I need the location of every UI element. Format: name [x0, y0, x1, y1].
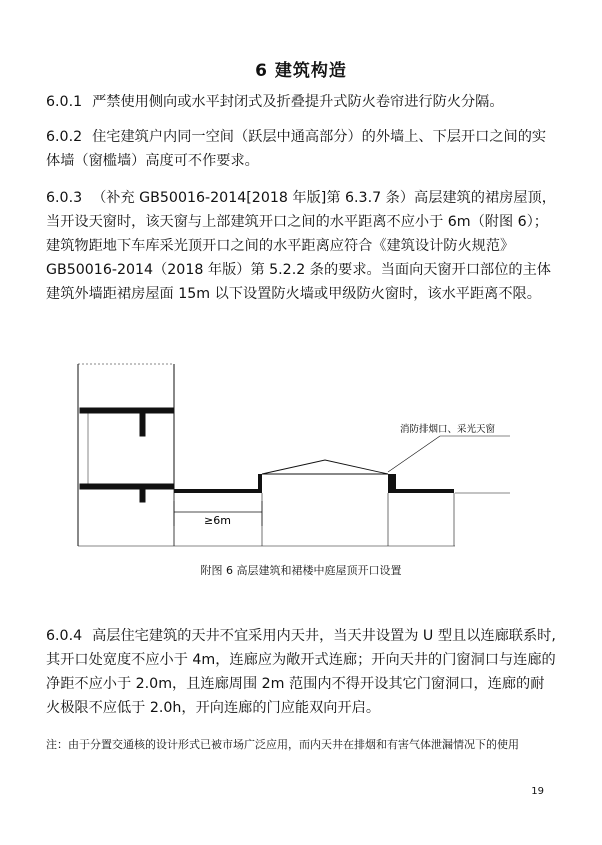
- section-text: 严禁使用侧向或水平封闭式及折叠提升式防火卷帘进行防火分隔。: [92, 94, 504, 110]
- section-number: 6.0.3: [46, 190, 83, 206]
- skylight-annotation: 消防排烟口、采光天窗: [400, 424, 496, 435]
- section-6-0-3: [46, 186, 558, 306]
- dimension-label: ≥6m: [204, 514, 231, 527]
- section-diagram: [70, 356, 540, 556]
- page-number: 19: [531, 786, 544, 797]
- section-text: 高层住宅建筑的天井不宜采用内天井，当天井设置为 U 型且以连廊联系时,其开口处宽度不应小于 4m，连廊应为敞开式连廊；开向天井的门窗洞口与连廊的净距不应小于 2.0m，且连廊周围 2m 范围内不得开设其它门窗洞口，连廊的耐火极限不应低于 2.0h，开向连廊的门应能双向开启。: [46, 628, 556, 716]
- section-text: 住宅建筑户内同一空间（跃层中通高部分）的外墙上、下层开口之间的实体墙（窗槛墙）高度可不作要求。: [46, 129, 547, 169]
- podium-roof: [174, 474, 454, 493]
- chapter-title: 6 建筑构造: [255, 61, 347, 81]
- section-6-0-2: [46, 125, 558, 173]
- section-number: 6.0.2: [46, 129, 83, 145]
- main-building: [78, 364, 174, 546]
- skylight: [262, 460, 388, 474]
- section-number: 6.0.4: [46, 628, 83, 644]
- section-6-0-1: [46, 90, 558, 114]
- section-text: （补充 GB50016-2014[2018 年版]第 6.3.7 条）高层建筑的裙房屋顶，当开设天窗时，该天窗与上部建筑开口之间的水平距离不应小于 6m（附图 6）；建筑物距地下车库采光顶开口之间的水平距离应符合《建筑设计防火规范》GB50016-2014（2018 年版）第 5.2.2 条的要求。当面向天窗开口部位的主体建筑外墙距裙房屋面 15m 以下设置防火墙或甲级防火窗时，该水平距离不限。: [46, 190, 556, 302]
- section-6-0-4: [46, 624, 558, 720]
- section-number: 6.0.1: [46, 94, 83, 110]
- figure-caption: 附图 6 高层建筑和裙楼中庭屋顶开口设置: [200, 564, 402, 577]
- footnote: 注：由于分置交通核的设计形式已被市场广泛应用，而内天井在排烟和有害气体泄漏情况下的使用: [46, 738, 519, 751]
